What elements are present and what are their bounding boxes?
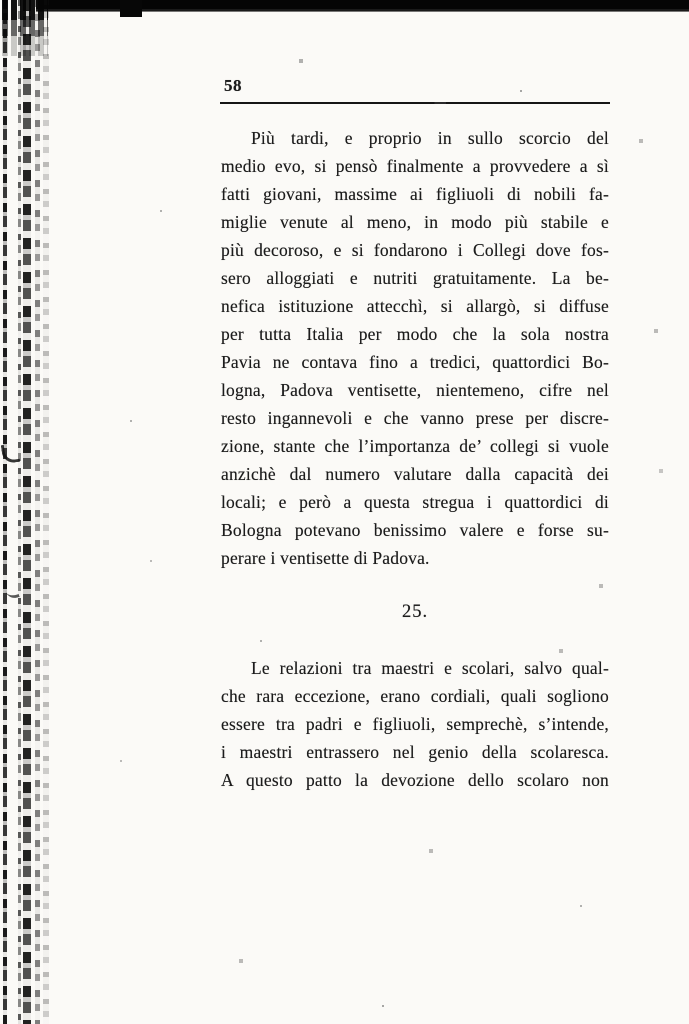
binding-streak [18, 0, 21, 1024]
text-line: nefica istituzione attecchì, si allargò, si diffuse [221, 296, 609, 316]
binding-streak [43, 0, 49, 1024]
text-line: A questo patto la devozione dello scolaro non [221, 770, 609, 790]
header-rule [220, 102, 610, 104]
binding-streak [3, 0, 7, 1024]
text-line: i maestri entrassero nel genio della scolaresca. [221, 742, 609, 762]
paragraph-2 [221, 654, 609, 794]
text-line: miglie venute al meno, in modo più stabile e [221, 212, 609, 232]
paragraph-1 [221, 124, 609, 572]
text-line: Pavia ne contava fino a tredici, quattordici Bo- [221, 352, 609, 372]
text-line: perare i ventisette di Padova. [221, 548, 430, 568]
binding-streak [35, 0, 40, 1024]
text-line: che rara eccezione, erano cordiali, quali sogliono [221, 686, 609, 706]
text-line: anzichè dal numero valutare dalla capacità dei [221, 464, 609, 484]
binding-top-blot [2, 0, 48, 56]
text-line: Le relazioni tra maestri e scolari, salvo qual- [251, 658, 609, 678]
text-line: più decoroso, e si fondarono i Collegi dove fos- [221, 240, 609, 260]
text-line: logna, Padova ventisette, nientemeno, cifre nel [221, 380, 609, 400]
text-line: medio evo, si pensò finalmente a provvedere a sì [221, 156, 609, 176]
scan-edge-notch [120, 0, 142, 17]
text-line: resto ingannevoli e che vanno prese per discre- [221, 408, 609, 428]
text-line: zione, stante che l’importanza de’ collegi si vuole [221, 436, 609, 456]
text-line: Più tardi, e proprio in sullo scorcio del [251, 128, 609, 148]
text-line: sero alloggiati e nutriti gratuitamente. La be- [221, 268, 609, 288]
text-line: locali; e però a questa stregua i quattordici di [221, 492, 609, 512]
text-line: per tutta Italia per modo che la sola nostra [221, 324, 609, 344]
binding-streak [23, 0, 31, 1024]
book-binding-shadow [0, 0, 58, 1024]
text-line: essere tra padri e figliuoli, semprechè, s’intende, [221, 714, 609, 734]
page-number: 58 [224, 76, 242, 95]
scan-noise-specks [0, 0, 2, 2]
text-line: fatti giovani, massime ai figliuoli di nobili fa- [221, 184, 609, 204]
section-number-heading: 25. [401, 602, 429, 622]
text-line: Bologna potevano benissimo valere e forse su- [221, 520, 609, 540]
